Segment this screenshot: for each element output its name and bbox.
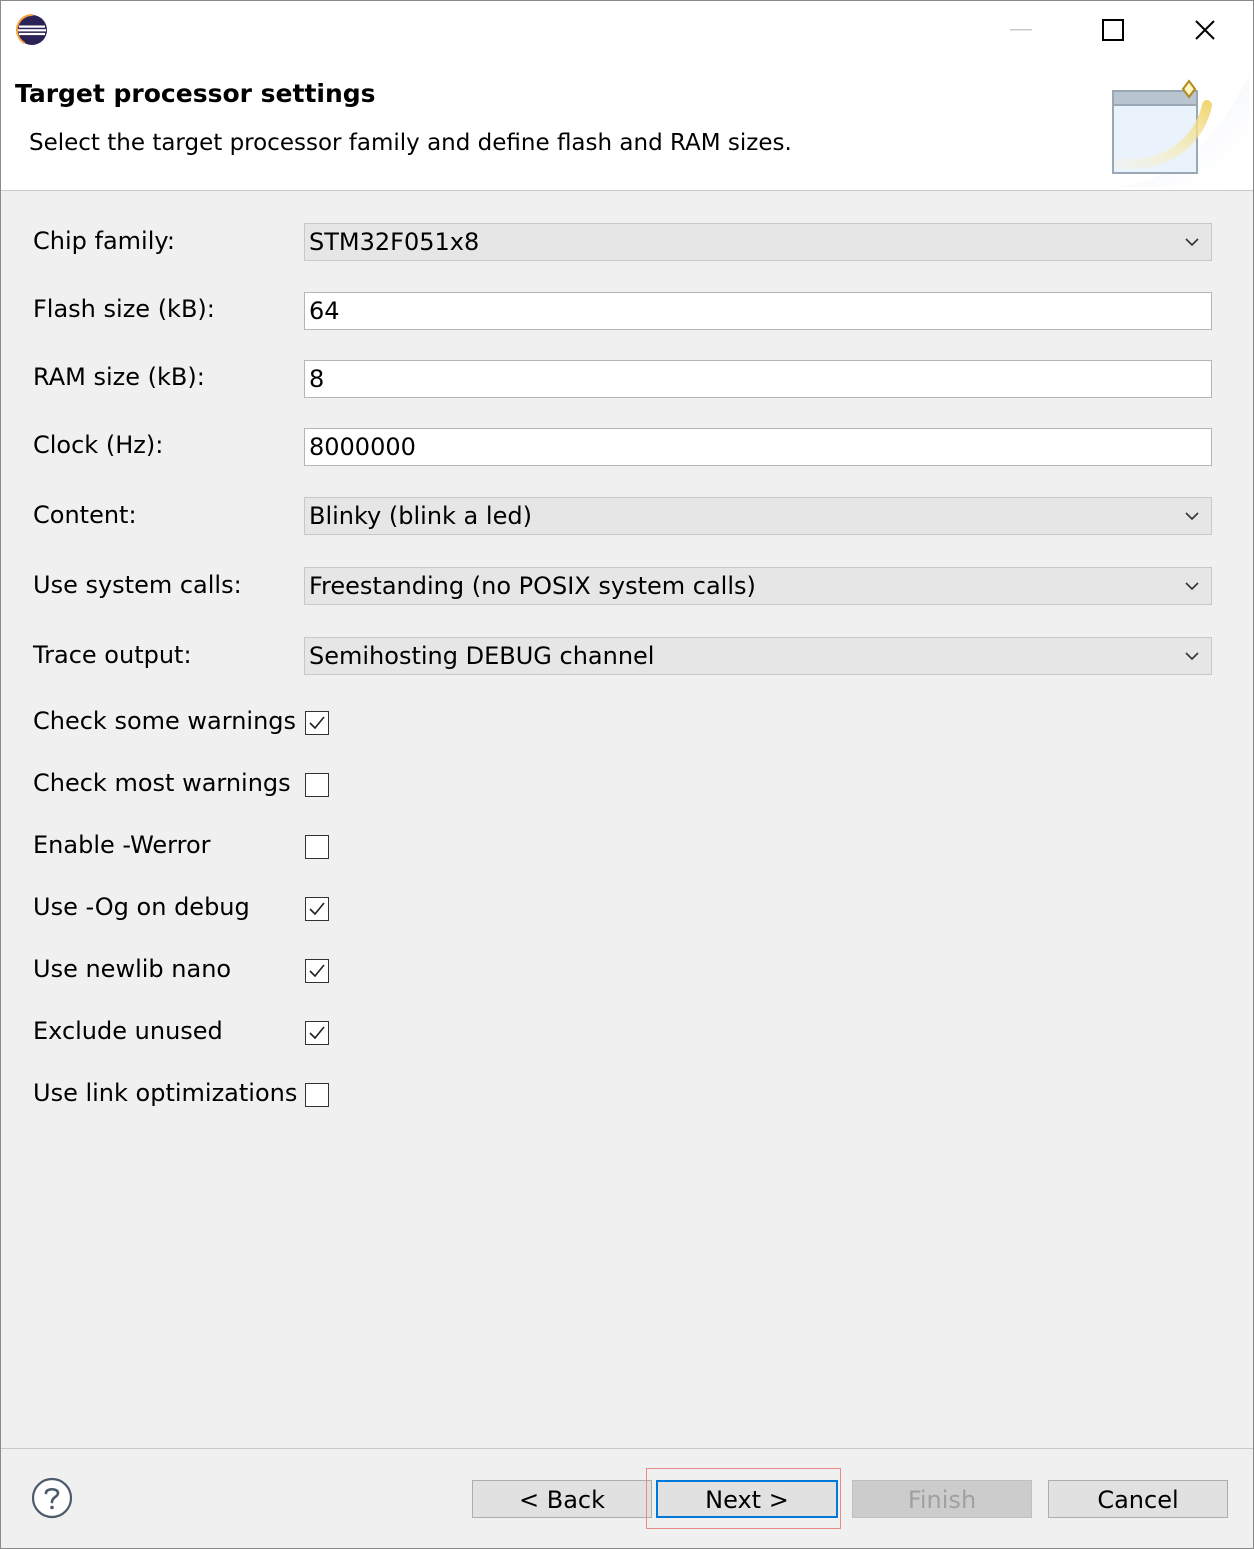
checkmark-icon bbox=[307, 961, 327, 981]
back-button[interactable]: < Back bbox=[472, 1480, 652, 1518]
checkmark-icon bbox=[307, 713, 327, 733]
exclude-unused-checkbox[interactable] bbox=[305, 1021, 329, 1045]
trace-output-dropdown[interactable] bbox=[304, 637, 1212, 675]
next-button[interactable]: Next > bbox=[656, 1480, 838, 1518]
chevron-down-icon bbox=[1183, 233, 1201, 251]
maximize-button[interactable] bbox=[1067, 1, 1159, 59]
chevron-down-icon bbox=[1183, 507, 1201, 525]
finish-button[interactable]: Finish bbox=[852, 1480, 1032, 1518]
eclipse-logo-icon bbox=[15, 13, 49, 47]
exclude-unused-label: Exclude unused bbox=[33, 1017, 223, 1045]
ram-size-label: RAM size (kB): bbox=[33, 363, 205, 391]
check-some-warnings-label: Check some warnings bbox=[33, 707, 297, 735]
chip-family-label: Chip family: bbox=[33, 227, 175, 255]
enable-werror-label: Enable -Werror bbox=[33, 831, 211, 859]
use-newlib-nano-checkbox[interactable] bbox=[305, 959, 329, 983]
help-icon[interactable] bbox=[31, 1477, 73, 1519]
use-newlib-nano-label: Use newlib nano bbox=[33, 955, 232, 983]
check-most-warnings-checkbox[interactable] bbox=[305, 773, 329, 797]
content-value: Blinky (blink a led) bbox=[309, 502, 532, 530]
close-button[interactable] bbox=[1159, 1, 1251, 59]
check-some-warnings-checkbox[interactable] bbox=[305, 711, 329, 735]
cancel-button[interactable]: Cancel bbox=[1048, 1480, 1228, 1518]
use-link-optimizations-label: Use link optimizations bbox=[33, 1079, 298, 1107]
flash-size-value: 64 bbox=[309, 297, 340, 325]
title-bar bbox=[1, 1, 1253, 59]
use-og-on-debug-checkbox[interactable] bbox=[305, 897, 329, 921]
page-title: Target processor settings bbox=[15, 79, 376, 108]
wizard-banner-graphic bbox=[1099, 75, 1249, 187]
chevron-down-icon bbox=[1183, 647, 1201, 665]
close-icon bbox=[1194, 19, 1216, 41]
maximize-icon bbox=[1102, 19, 1124, 41]
flash-size-label: Flash size (kB): bbox=[33, 295, 215, 323]
minimize-button[interactable] bbox=[975, 1, 1067, 59]
use-og-on-debug-label: Use -Og on debug bbox=[33, 893, 250, 921]
clock-input[interactable] bbox=[304, 428, 1212, 466]
check-most-warnings-label: Check most warnings bbox=[33, 769, 291, 797]
page-description: Select the target processor family and define flash and RAM sizes. bbox=[29, 130, 792, 156]
flash-size-input[interactable] bbox=[304, 292, 1212, 330]
system-calls-value: Freestanding (no POSIX system calls) bbox=[309, 572, 756, 600]
system-calls-label: Use system calls: bbox=[33, 571, 242, 599]
wizard-header bbox=[1, 59, 1253, 191]
trace-output-value: Semihosting DEBUG channel bbox=[309, 642, 655, 670]
ram-size-value: 8 bbox=[309, 365, 325, 393]
clock-label: Clock (Hz): bbox=[33, 431, 164, 459]
system-calls-dropdown[interactable] bbox=[304, 567, 1212, 605]
trace-output-label: Trace output: bbox=[33, 641, 192, 669]
checkmark-icon bbox=[307, 899, 327, 919]
chip-family-value: STM32F051x8 bbox=[309, 228, 480, 256]
clock-value: 8000000 bbox=[309, 433, 416, 461]
ram-size-input[interactable] bbox=[304, 360, 1212, 398]
minimize-icon bbox=[1010, 28, 1032, 32]
checkmark-icon bbox=[307, 1023, 327, 1043]
footer-divider bbox=[1, 1448, 1253, 1449]
content-dropdown[interactable] bbox=[304, 497, 1212, 535]
use-link-optimizations-checkbox[interactable] bbox=[305, 1083, 329, 1107]
enable-werror-checkbox[interactable] bbox=[305, 835, 329, 859]
chip-family-dropdown[interactable] bbox=[304, 223, 1212, 261]
content-label: Content: bbox=[33, 501, 137, 529]
chevron-down-icon bbox=[1183, 577, 1201, 595]
